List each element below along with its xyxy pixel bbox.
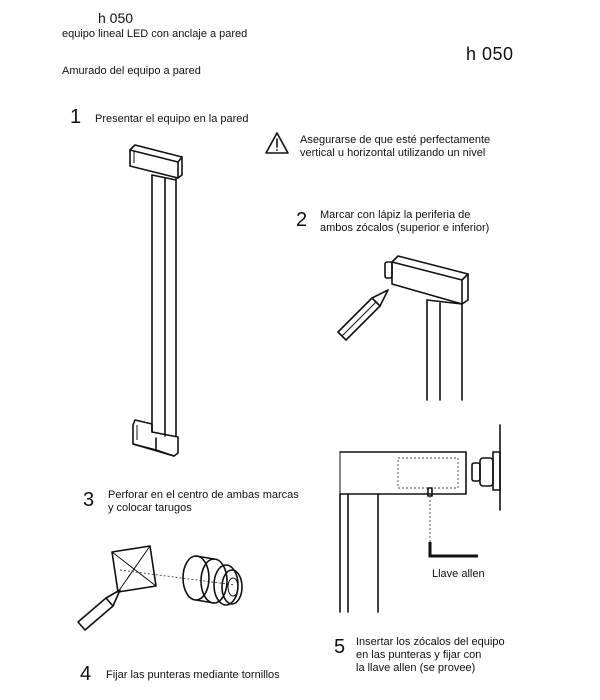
step-1-number: 1 — [70, 106, 82, 128]
header-subtitle: equipo lineal LED con anclaje a pared — [62, 28, 248, 40]
pencil-marking-illustration — [338, 256, 468, 400]
header-code-big: h 050 — [466, 44, 514, 64]
step-4-number: 4 — [80, 663, 92, 685]
luminaire-vertical-illustration — [130, 145, 182, 456]
step-5-text-line3: la llave allen (se provee) — [356, 662, 476, 674]
warning-text-line1: Asegurarse de que esté perfectamente — [300, 134, 491, 146]
allen-key-section-illustration — [340, 425, 500, 612]
step-2-number: 2 — [296, 209, 308, 231]
step-1-text: Presentar el equipo en la pared — [95, 113, 249, 125]
section-title: Amurado del equipo a pared — [62, 65, 201, 77]
warning-text-line2: vertical u horizontal utilizando un nivel — [300, 147, 486, 159]
step-5-text-line1: Insertar los zócalos del equipo — [356, 636, 505, 648]
step-3-text-line2: y colocar tarugos — [108, 502, 192, 514]
allen-key-label: Llave allen — [432, 568, 485, 580]
step-3-number: 3 — [83, 489, 95, 511]
step-5-text-line2: en las punteras y fijar con — [356, 649, 482, 661]
step-2-text-line1: Marcar con lápiz la periferia de — [320, 209, 471, 221]
header-code-small: h 050 — [98, 10, 134, 26]
step-3-text-line1: Perforar en el centro de ambas marcas — [108, 489, 299, 501]
drill-anchor-illustration — [78, 546, 242, 630]
step-4-text: Fijar las punteras mediante tornillos — [106, 669, 280, 681]
step-2-text-line2: ambos zócalos (superior e inferior) — [320, 222, 490, 234]
warning-triangle-icon — [266, 133, 288, 153]
step-5-number: 5 — [334, 636, 346, 658]
